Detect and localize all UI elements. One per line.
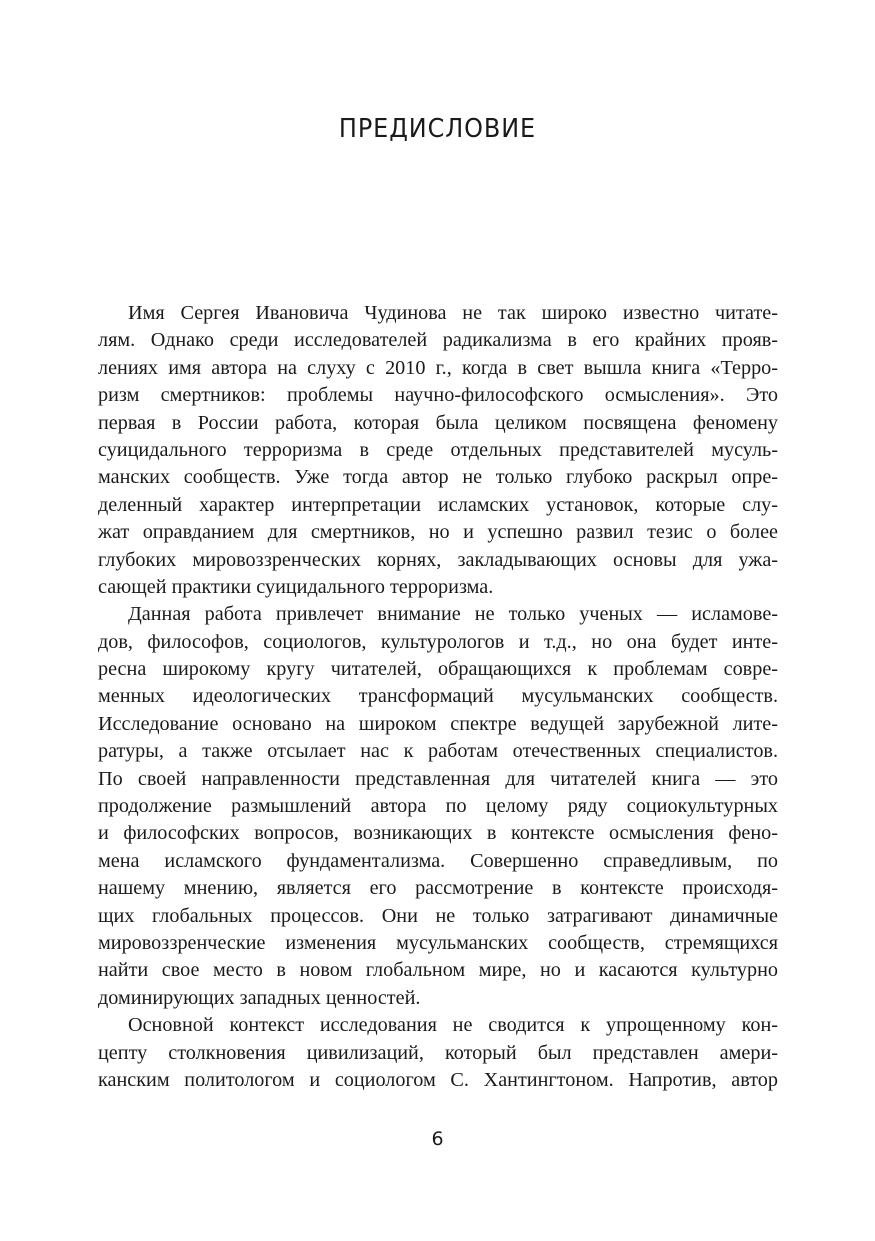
text-line: мировоззренческие изменения мусульманских сообществ, стремящихся (98, 931, 778, 954)
text-line: Исследование основано на широком спектре ведущей зарубежной лите- (98, 712, 778, 735)
text-line: лям. Однако среди исследователей радикализма в его крайних прояв- (98, 329, 778, 352)
text-line: нашему мнению, является его рассмотрение в контексте происходя- (98, 877, 778, 900)
text-line: суицидального терроризма в среде отдельных представителей мусуль- (98, 438, 778, 461)
text-line: Имя Сергея Ивановича Чудинова не так широко известно читате- (128, 302, 778, 324)
text-line: дов, философов, социологов, культурологов и т.д., но она будет инте- (98, 630, 778, 653)
text-line: и философских вопросов, возникающих в контексте осмысления фено- (98, 822, 778, 845)
text-line: глубоких мировоззренческих корнях, закладывающих основы для ужа- (98, 548, 778, 571)
text-line: продолжение размышлений автора по целому ряду социокультурных (98, 795, 778, 818)
text-line: щих глобальных процессов. Они не только затрагивают динамичные (98, 904, 778, 927)
text-line: ресна широкому кругу читателей, обращающихся к проблемам совре- (98, 658, 778, 681)
text-line: сающей практики суицидального терроризма. (98, 575, 494, 598)
text-line: лениях имя автора на слуху с 2010 г., когда в свет вышла книга «Терро- (98, 356, 778, 379)
text-line: найти свое место в новом глобальном мире, но и касаются культурно (98, 959, 778, 982)
text-line: манских сообществ. Уже тогда автор не только глубоко раскрыл опре- (98, 466, 778, 489)
text-line: жат оправданием для смертников, но и успешно развил тезис о более (98, 521, 778, 544)
paragraph-3 (98, 1012, 778, 1094)
body-text (98, 300, 778, 1094)
text-line: По своей направленности представленная для читателей книга — это (98, 767, 778, 790)
text-line: менных идеологических трансформаций мусульманских сообществ. (98, 685, 778, 708)
text-line: деленный характер интерпретации исламских установок, которые слу- (98, 493, 778, 516)
text-line: ратуры, а также отсылает нас к работам отечественных специалистов. (98, 740, 778, 763)
paragraph-1 (98, 300, 778, 601)
paragraph-2 (98, 601, 778, 1012)
text-line: первая в России работа, которая была целиком посвящена феномену (98, 411, 778, 434)
text-line: доминирующих западных ценностей. (98, 986, 421, 1009)
text-line: канским политологом и социологом С. Хантингтоном. Напротив, автор (98, 1068, 778, 1091)
text-line: Данная работа привлечет внимание не только ученых — исламове- (128, 603, 778, 626)
page-title: ПРЕДИСЛОВИЕ (338, 114, 537, 144)
text-line: цепту столкновения цивилизаций, который был представлен амери- (98, 1041, 778, 1064)
text-line: ризм смертников: проблемы научно-философского осмысления». Это (98, 384, 778, 407)
text-line: Основной контекст исследования не сводится к упрощенному кон- (128, 1014, 778, 1037)
page-number: 6 (431, 1128, 444, 1150)
text-line: мена исламского фундаментализма. Совершенно справедливым, по (98, 849, 778, 872)
